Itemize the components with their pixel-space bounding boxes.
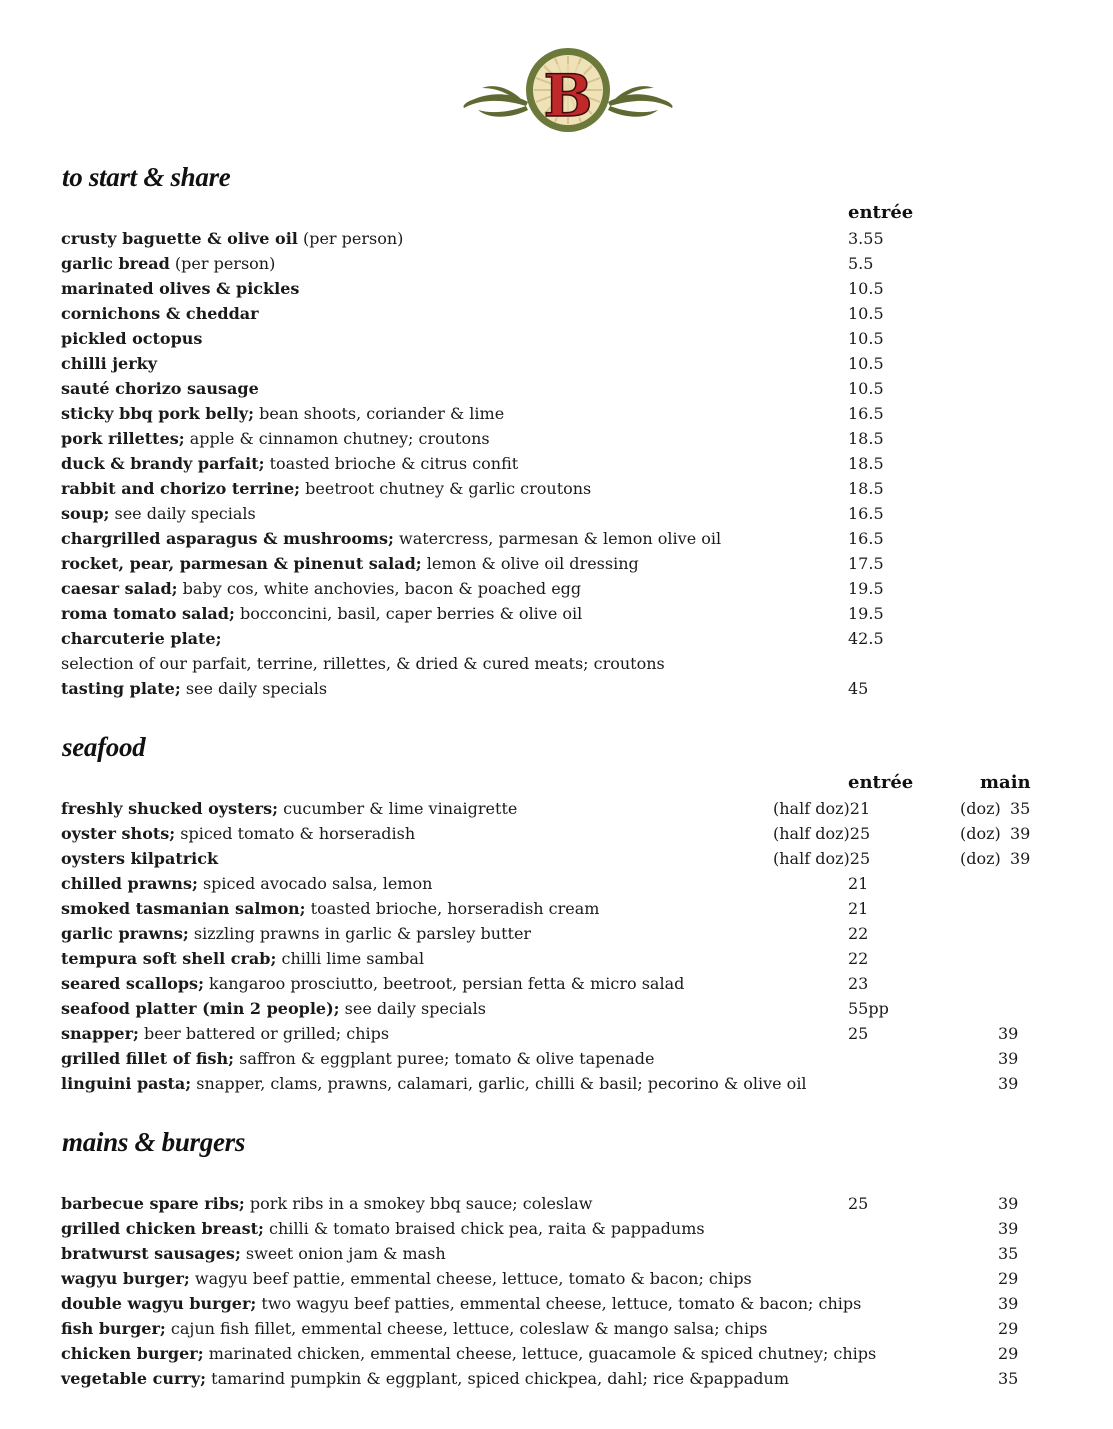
menu-item-row [0,451,1113,476]
menu-item-row [0,871,1113,896]
item-name: grilled fillet of fish; [61,1049,235,1068]
item-name: charcuterie plate; [61,629,222,648]
item-description: sizzling prawns in garlic & parsley butter [188,924,532,943]
item-name: oysters kilpatrick [61,849,219,868]
item-description: beetroot chutney & garlic croutons [300,479,592,498]
menu-item-row [0,351,1113,376]
column-header-entree: entrée [848,772,914,793]
item-description: see daily specials [339,999,486,1018]
item-name: rocket, pear, parmesan & pinenut salad; [61,554,422,573]
item-name: seafood platter (min 2 people); [61,999,340,1018]
item-entree-price: (half doz)21 [773,799,871,818]
item-name: sauté chorizo sausage [61,379,259,398]
item-description: bean shoots, coriander & lime [253,404,505,423]
item-entree-price: 21 [848,874,869,893]
item-main-price: 29 [998,1344,1019,1363]
item-entree-price: 3.55 [848,229,884,248]
item-entree-price: 10.5 [848,354,884,373]
menu-item-row [0,501,1113,526]
menu-item-row [0,551,1113,576]
item-name: pork rillettes; [61,429,185,448]
item-name: chicken burger; [61,1344,204,1363]
left-swash-ornament [463,86,528,117]
item-entree-price: 19.5 [848,604,884,623]
item-name: marinated olives & pickles [61,279,300,298]
item-description: see daily specials [109,504,256,523]
item-description: kangaroo prosciutto, beetroot, persian fetta & micro salad [203,974,685,993]
right-swash-ornament [608,86,673,117]
item-entree-price: (half doz)25 [773,849,871,868]
charcuterie-note-row [0,651,1113,676]
menu-item-row [0,1191,1113,1216]
item-entree-price: 25 [848,1024,869,1043]
item-entree-price: 10.5 [848,279,884,298]
menu-item-row [0,1341,1113,1366]
item-entree-price: 23 [848,974,869,993]
item-description: see daily specials [180,679,328,698]
item-description: spiced avocado salsa, lemon [197,874,433,893]
item-description: (per person) [169,254,276,273]
item-entree-price: 10.5 [848,329,884,348]
item-name: oyster shots; [61,824,176,843]
menu-item-row [0,476,1113,501]
menu-item-row [0,1216,1113,1241]
menu-item-row [0,846,1113,871]
item-entree-price: 21 [848,899,869,918]
column-header-entree: entrée [848,202,914,223]
item-main-price: 39 [998,1294,1019,1313]
item-description: snapper, clams, prawns, calamari, garlic, chilli & basil; pecorino & olive oil [191,1074,807,1093]
menu-item-row [0,946,1113,971]
item-description: sweet onion jam & mash [240,1244,446,1263]
item-description: toasted brioche, horseradish cream [305,899,600,918]
menu-item-row [0,526,1113,551]
item-description: tamarind pumpkin & eggplant, spiced chickpea, dahl; rice &pappadum [206,1369,789,1388]
column-header-main: main [980,772,1031,793]
item-entree-price: 18.5 [848,454,884,473]
item-main-price: 39 [998,1049,1019,1068]
menu-item-row [0,376,1113,401]
item-description: marinated chicken, emmental cheese, lettuce, guacamole & spiced chutney; chips [203,1344,877,1363]
item-name: roma tomato salad; [61,604,235,623]
menu-item-row [0,226,1113,251]
item-main-price: 39 [1010,849,1031,868]
item-name: freshly shucked oysters; [61,799,279,818]
menu-item-row [0,426,1113,451]
menu-item-row [0,1316,1113,1341]
charcuterie-note: selection of our parfait, terrine, rillettes, & dried & cured meats; croutons [61,654,665,673]
item-description: lemon & olive oil dressing [421,554,639,573]
item-entree-price: 5.5 [848,254,874,273]
menu-item-row [0,921,1113,946]
item-description: apple & cinnamon chutney; croutons [184,429,490,448]
menu-item-row [0,276,1113,301]
item-name: fish burger; [61,1319,166,1338]
item-description: toasted brioche & citrus confit [264,454,519,473]
item-name: grilled chicken breast; [61,1219,264,1238]
menu-item-row [0,1046,1113,1071]
menu-item-row [0,1366,1113,1391]
item-entree-price: 45 [848,679,869,698]
item-main-price: 39 [998,1074,1019,1093]
item-description: saffron & eggplant puree; tomato & olive tapenade [234,1049,655,1068]
item-main-price: 35 [998,1244,1019,1263]
logo-letter: B [543,62,593,130]
menu-item-row [0,401,1113,426]
item-description: cucumber & lime vinaigrette [278,799,518,818]
item-entree-price: 55pp [848,999,889,1018]
item-entree-price: 10.5 [848,379,884,398]
menu-item-row [0,971,1113,996]
menu-item-row [0,796,1113,821]
item-main-quantity: (doz) [960,824,1001,843]
item-name: chilled prawns; [61,874,198,893]
item-description: chilli & tomato braised chick pea, raita & pappadums [263,1219,705,1238]
menu-item-row [0,251,1113,276]
section-title-start: to start & share [62,162,231,192]
item-entree-price: 18.5 [848,429,884,448]
item-entree-price: 16.5 [848,404,884,423]
item-main-price: 35 [998,1369,1019,1388]
item-main-price: 35 [1010,799,1031,818]
item-description: beer battered or grilled; chips [138,1024,390,1043]
item-description: watercress, parmesan & lemon olive oil [393,529,722,548]
item-entree-price: 18.5 [848,479,884,498]
item-main-price: 39 [1010,824,1031,843]
item-description: chilli lime sambal [276,949,425,968]
item-main-price: 39 [998,1219,1019,1238]
item-entree-price: (half doz)25 [773,824,871,843]
item-description: pork ribs in a smokey bbq sauce; coleslaw [244,1194,593,1213]
item-name: caesar salad; [61,579,178,598]
item-main-price: 29 [998,1269,1019,1288]
restaurant-logo [460,42,676,138]
menu-item-row [0,1291,1113,1316]
item-entree-price: 17.5 [848,554,884,573]
item-name: double wagyu burger; [61,1294,257,1313]
item-main-quantity: (doz) [960,849,1001,868]
item-entree-price: 22 [848,949,869,968]
item-entree-price: 25 [848,1194,869,1213]
item-name: chilli jerky [61,354,158,373]
item-name: garlic bread [61,254,170,273]
item-name: tempura soft shell crab; [61,949,277,968]
menu-item-row [0,326,1113,351]
item-entree-price: 16.5 [848,529,884,548]
menu-item-row [0,896,1113,921]
item-name: vegetable curry; [61,1369,207,1388]
item-name: duck & brandy parfait; [61,454,265,473]
item-description: spiced tomato & horseradish [175,824,416,843]
item-name: seared scallops; [61,974,204,993]
menu-item-row [0,996,1113,1021]
menu-item-row [0,626,1113,651]
menu-item-row [0,601,1113,626]
item-name: linguini pasta; [61,1074,192,1093]
item-name: snapper; [61,1024,139,1043]
item-name: bratwurst sausages; [61,1244,241,1263]
item-entree-price: 16.5 [848,504,884,523]
item-description: baby cos, white anchovies, bacon & poached egg [177,579,582,598]
item-name: garlic prawns; [61,924,189,943]
menu-item-row [0,301,1113,326]
item-description: bocconcini, basil, caper berries & olive oil [234,604,583,623]
item-name: rabbit and chorizo terrine; [61,479,301,498]
item-main-quantity: (doz) [960,799,1001,818]
item-name: wagyu burger; [61,1269,190,1288]
menu-item-row [0,1071,1113,1096]
item-name: crusty baguette & olive oil [61,229,298,248]
item-entree-price: 42.5 [848,629,884,648]
section-title-mains: mains & burgers [62,1127,246,1157]
item-name: soup; [61,504,110,523]
item-entree-price: 10.5 [848,304,884,323]
menu-item-tasting-plate [0,676,1113,701]
item-name: tasting plate; [61,679,181,698]
item-main-price: 29 [998,1319,1019,1338]
section-title-seafood: seafood [62,732,146,762]
item-name: pickled octopus [61,329,203,348]
item-entree-price: 22 [848,924,869,943]
item-name: sticky bbq pork belly; [61,404,254,423]
item-description: cajun fish fillet, emmental cheese, lettuce, coleslaw & mango salsa; chips [165,1319,768,1338]
menu-item-row [0,821,1113,846]
menu-item-row [0,1021,1113,1046]
item-main-price: 39 [998,1194,1019,1213]
item-description: two wagyu beef patties, emmental cheese, lettuce, tomato & bacon; chips [256,1294,862,1313]
item-description: (per person) [297,229,404,248]
item-entree-price: 19.5 [848,579,884,598]
item-name: barbecue spare ribs; [61,1194,245,1213]
menu-item-row [0,1241,1113,1266]
item-main-price: 39 [998,1024,1019,1043]
item-name: chargrilled asparagus & mushrooms; [61,529,394,548]
item-name: cornichons & cheddar [61,304,259,323]
item-description: wagyu beef pattie, emmental cheese, lettuce, tomato & bacon; chips [189,1269,752,1288]
menu-item-row [0,576,1113,601]
menu-item-row [0,1266,1113,1291]
item-name: smoked tasmanian salmon; [61,899,306,918]
